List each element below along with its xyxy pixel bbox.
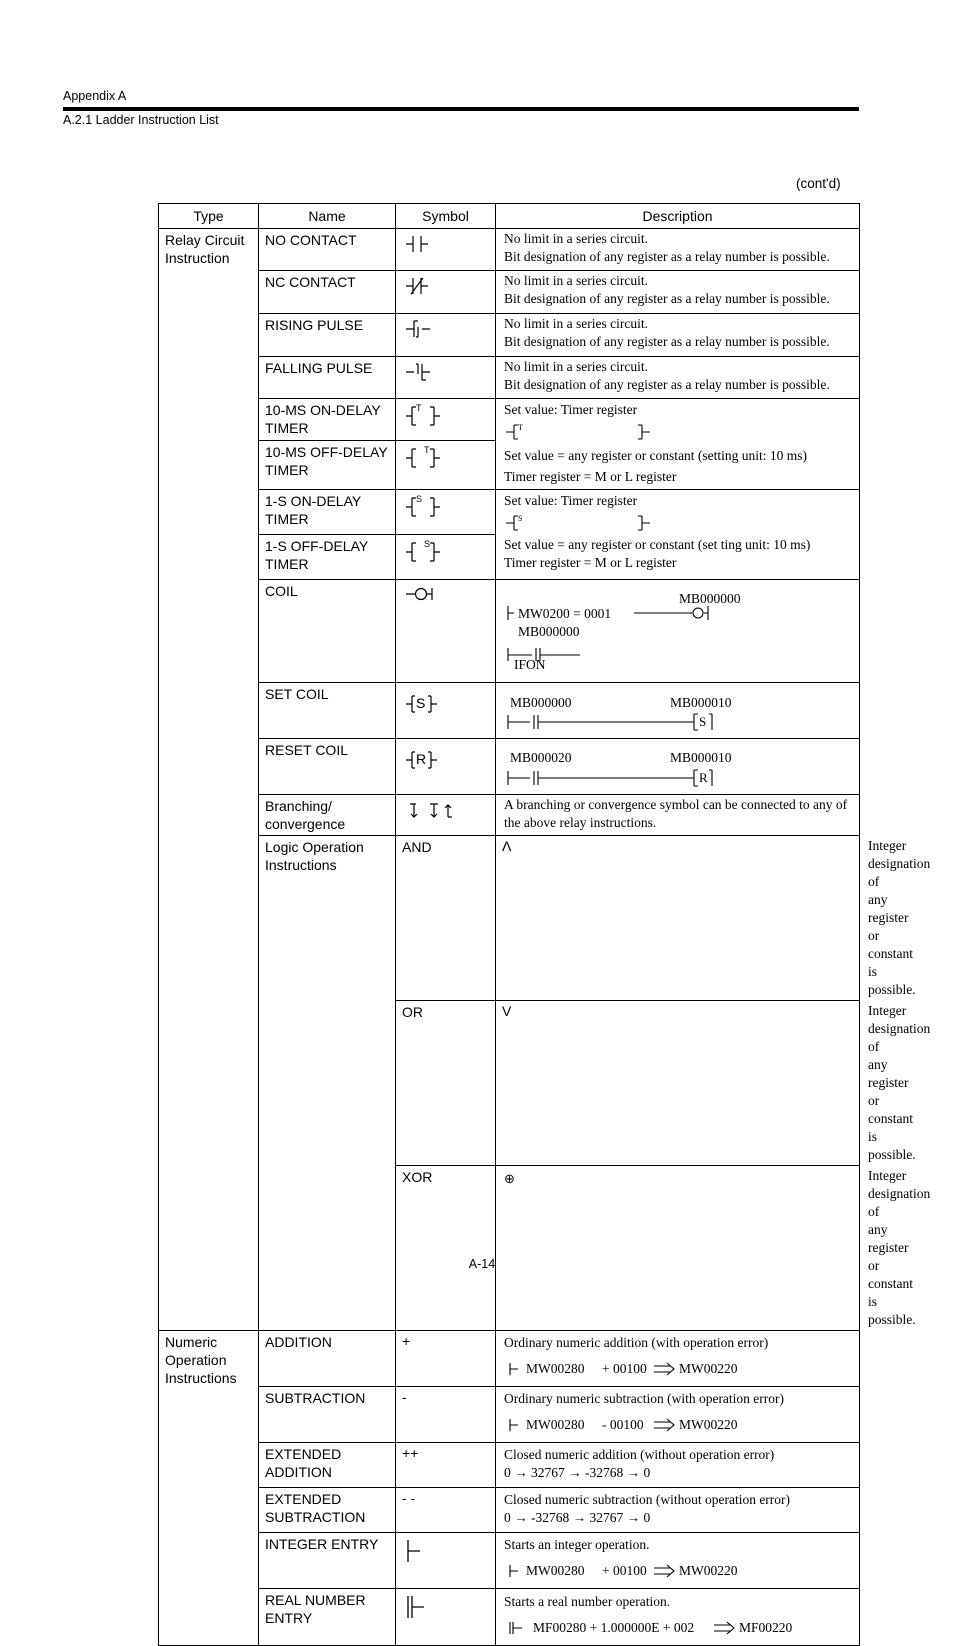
desc-line: Starts an integer operation.: [504, 1537, 650, 1552]
example-operand: MW00280: [526, 1563, 585, 1578]
table-row: OR V Integer designation of any register or constant is possible.: [159, 1001, 860, 1166]
integer-entry-icon: [396, 1533, 496, 1589]
seq-value: 0: [504, 1510, 511, 1525]
desc-line: Timer register = M or L register: [504, 555, 677, 570]
arrow-icon: →: [572, 1510, 587, 1525]
addition-symbol: +: [396, 1331, 496, 1387]
rising-pulse-symbol-icon: [396, 314, 496, 357]
table-row: [159, 795, 860, 836]
continued-label: (cont'd): [796, 176, 841, 191]
example-result: MW00220: [679, 1361, 738, 1376]
name-cell: RESET COIL: [259, 739, 396, 795]
integer-entry-example: [504, 1554, 851, 1584]
arrow-icon: →: [568, 1465, 582, 1480]
name-cell: REAL NUMBER ENTRY: [259, 1589, 396, 1646]
example-result: MW00220: [679, 1563, 738, 1578]
arrow-icon: →: [626, 1510, 641, 1525]
desc-cell: [496, 357, 860, 399]
timer-mark: S: [416, 494, 423, 504]
timer-mark: S: [518, 514, 523, 523]
ms-on-delay-timer-icon: [396, 399, 496, 441]
coil-register: MB000010: [670, 750, 732, 765]
table-row: [159, 1387, 860, 1443]
seq-value: -32768: [531, 1510, 570, 1525]
timer-mark: T: [416, 403, 422, 413]
coil-condition: MW0200 = 0001: [518, 606, 612, 621]
desc-line: Bit designation of any register as a relay number is possible.: [504, 377, 830, 392]
col-header-description: Description: [496, 204, 860, 229]
desc-line: Starts a real number operation.: [504, 1594, 671, 1609]
desc-cell-ms-timers: [496, 399, 860, 490]
desc-line: Closed numeric addition (without operation error): [504, 1447, 775, 1462]
example-operation: - 00100: [602, 1417, 644, 1432]
name-cell: NO CONTACT: [259, 229, 396, 271]
name-cell: EXTENDED SUBTRACTION: [259, 1488, 396, 1533]
name-cell: NC CONTACT: [259, 271, 396, 314]
desc-cell: [496, 580, 860, 683]
example-result: MW00220: [679, 1417, 738, 1432]
coil-register: MB000010: [670, 695, 732, 710]
nc-contact-symbol-icon: [396, 271, 496, 314]
seq-value: 32767: [589, 1510, 624, 1525]
type-cell-numeric: Numeric Operation Instructions: [159, 1331, 259, 1646]
contact-register: MB000020: [510, 750, 572, 765]
table-row: [159, 580, 860, 683]
desc-line: No limit in a series circuit.: [504, 273, 648, 288]
desc-cell: [496, 1533, 860, 1589]
desc-cell: A branching or convergence symbol can be connected to any of the above relay instructions.: [496, 795, 860, 836]
col-header-type: Type: [159, 204, 259, 229]
table-row: [159, 399, 860, 441]
desc-line: Bit designation of any register as a relay number is possible.: [504, 249, 830, 264]
set-coil-ladder-diagram: [504, 684, 851, 736]
example-operand: MW00280: [526, 1361, 585, 1376]
desc-line: Timer register = M or L register: [504, 469, 677, 484]
and-symbol: Λ: [496, 836, 860, 1001]
table-row: [159, 1589, 860, 1646]
desc-cell: [496, 739, 860, 795]
seq-value: 32767: [531, 1465, 565, 1480]
xor-symbol: ⊕: [496, 1166, 860, 1331]
set-coil-symbol-icon: [396, 683, 496, 739]
subtraction-symbol: -: [396, 1387, 496, 1443]
name-cell: ADDITION: [259, 1331, 396, 1387]
reset-mark: R: [416, 751, 427, 767]
name-cell: XOR: [396, 1166, 496, 1331]
timer-diagram: [504, 419, 851, 445]
coil-ladder-diagram: [504, 581, 851, 679]
seq-value: 0: [504, 1465, 511, 1480]
table-header-row: [159, 204, 860, 229]
example-operand: MF00280 + 1.000000E + 002: [533, 1620, 695, 1635]
arrow-icon: →: [626, 1465, 641, 1480]
timer-diagram: [504, 510, 851, 536]
seq-value: 0: [643, 1465, 651, 1480]
timer-mark: T: [424, 445, 430, 455]
name-cell: 1-S OFF-DELAY TIMER: [259, 535, 396, 580]
desc-cell: [496, 1387, 860, 1443]
name-cell: INTEGER ENTRY: [259, 1533, 396, 1589]
desc-line: No limit in a series circuit.: [504, 359, 648, 374]
desc-cell: [496, 1331, 860, 1387]
table-row: [159, 314, 860, 357]
desc-line: No limit in a series circuit.: [504, 231, 648, 246]
table-row: Logic Operation Instructions AND Λ Integer designation of any register or constant is possible.: [159, 836, 860, 1001]
desc-cell: [496, 683, 860, 739]
no-contact-symbol-icon: [396, 229, 496, 271]
name-cell: 10-MS OFF-DELAY TIMER: [259, 441, 396, 490]
chapter-header: Appendix A: [63, 89, 127, 103]
table-row: [159, 1331, 860, 1387]
sequence-line: [504, 1509, 851, 1527]
table-row: [159, 1533, 860, 1589]
example-operation: + 00100: [602, 1563, 647, 1578]
coil-register: MB000000: [679, 591, 741, 606]
set-mark: S: [416, 695, 426, 711]
name-cell: Branching/ convergence: [259, 795, 396, 836]
col-header-name: Name: [259, 204, 396, 229]
table-row: [159, 683, 860, 739]
section-header: A.2.1 Ladder Instruction List: [63, 113, 219, 127]
type-cell-relay: Relay Circuit Instruction: [159, 229, 259, 1331]
falling-pulse-symbol-icon: [396, 357, 496, 399]
name-cell: AND: [396, 836, 496, 1001]
sequence-line: [504, 1464, 851, 1482]
or-symbol: V: [496, 1001, 860, 1166]
seq-value: 0: [643, 1510, 651, 1525]
extended-addition-symbol: ++: [396, 1443, 496, 1488]
page-number: A-14: [468, 1257, 496, 1271]
seq-value: -32768: [585, 1465, 624, 1480]
type-cell-logic: Logic Operation Instructions: [259, 836, 396, 1331]
desc-cell: [496, 271, 860, 314]
table-row: [159, 229, 860, 271]
name-cell: OR: [396, 1001, 496, 1166]
name-cell: 1-S ON-DELAY TIMER: [259, 490, 396, 535]
desc-line: Set value = any register or constant (setting unit: 10 ms): [504, 448, 808, 463]
real-entry-example: [504, 1611, 851, 1641]
name-cell: COIL: [259, 580, 396, 683]
desc-line: Ordinary numeric subtraction (with operation error): [504, 1391, 785, 1406]
table-row: [159, 1443, 860, 1488]
desc-line: No limit in a series circuit.: [504, 316, 648, 331]
s-on-delay-timer-icon: [396, 490, 496, 535]
timer-mark: S: [424, 539, 431, 549]
s-off-delay-timer-icon: [396, 535, 496, 580]
table-row: [159, 1488, 860, 1533]
example-operation: + 00100: [602, 1361, 647, 1376]
reset-coil-ladder-diagram: [504, 740, 851, 792]
timer-mark: T: [518, 423, 523, 432]
arrow-icon: →: [514, 1465, 528, 1480]
desc-line: Set value: Timer register: [504, 493, 638, 508]
addition-example: [504, 1352, 851, 1382]
table-row: [159, 271, 860, 314]
desc-line: Set value = any register or constant (set ting unit: 10 ms): [504, 537, 811, 552]
example-result: MF00220: [739, 1620, 793, 1635]
table-row: [159, 739, 860, 795]
branch-convergence-icon: [396, 795, 496, 836]
extended-subtraction-symbol: - -: [396, 1488, 496, 1533]
col-header-symbol: Symbol: [396, 204, 496, 229]
desc-cell: [496, 1488, 860, 1533]
coil-symbol-icon: [396, 580, 496, 683]
desc-line: Closed numeric subtraction (without operation error): [504, 1492, 791, 1507]
desc-cell: [496, 1589, 860, 1646]
real-entry-icon: [396, 1589, 496, 1646]
set-mark: S: [699, 714, 707, 729]
desc-line: Ordinary numeric addition (with operation error): [504, 1335, 769, 1350]
table-row: [159, 490, 860, 535]
table-row: XOR ⊕ Integer designation of any register or constant is possible.: [159, 1166, 860, 1331]
name-cell: SET COIL: [259, 683, 396, 739]
ladder-instruction-table: [158, 203, 931, 1646]
desc-line: Bit designation of any register as a relay number is possible.: [504, 334, 830, 349]
reset-coil-symbol-icon: [396, 739, 496, 795]
name-cell: EXTENDED ADDITION: [259, 1443, 396, 1488]
name-cell: SUBTRACTION: [259, 1387, 396, 1443]
name-cell: FALLING PULSE: [259, 357, 396, 399]
desc-cell: [496, 314, 860, 357]
desc-cell: [496, 1443, 860, 1488]
contact-register: MB000000: [518, 624, 580, 639]
header-rule: [63, 107, 859, 111]
ms-off-delay-timer-icon: [396, 441, 496, 490]
name-cell: 10-MS ON-DELAY TIMER: [259, 399, 396, 441]
desc-cell-s-timers: [496, 490, 860, 580]
table-row: [159, 357, 860, 399]
name-cell: RISING PULSE: [259, 314, 396, 357]
desc-line: Set value: Timer register: [504, 402, 638, 417]
desc-line: Bit designation of any register as a relay number is possible.: [504, 291, 830, 306]
example-operand: MW00280: [526, 1417, 585, 1432]
reset-mark: R: [699, 770, 708, 785]
desc-cell: [496, 229, 860, 271]
contact-register: MB000000: [510, 695, 572, 710]
subtraction-example: [504, 1408, 851, 1438]
contact-label: IFON: [514, 657, 546, 672]
arrow-icon: →: [514, 1510, 528, 1525]
